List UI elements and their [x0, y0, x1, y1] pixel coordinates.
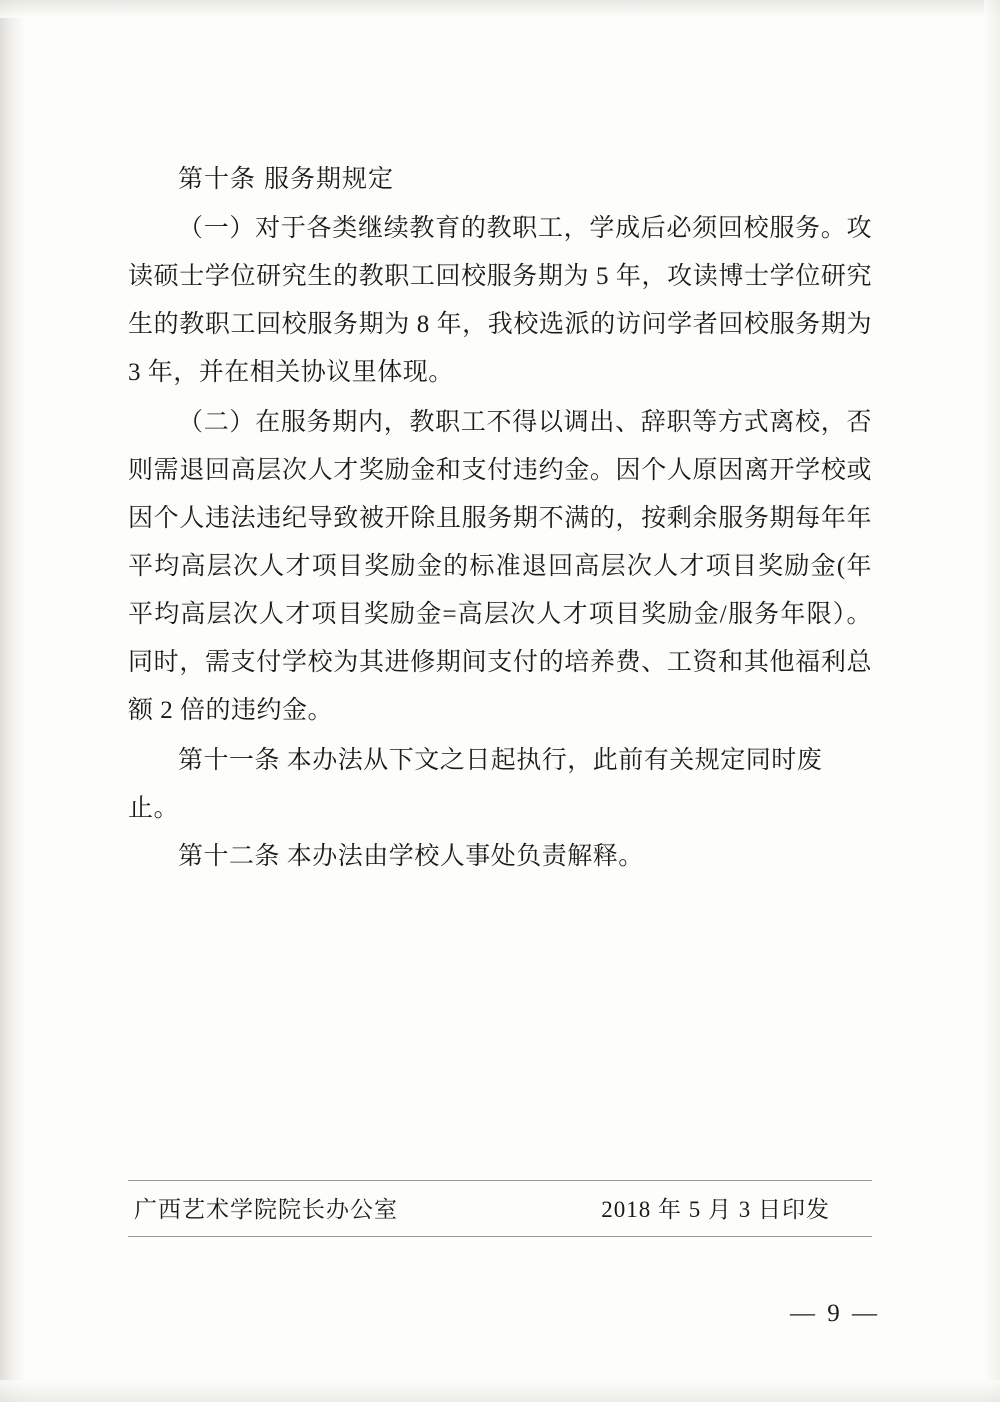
footer-row — [128, 1181, 872, 1236]
document-footer — [128, 1180, 872, 1237]
scan-edge-right — [984, 0, 1000, 1402]
document-body — [128, 160, 872, 881]
footer-issue-date: 2018 年 5 月 3 日印发 — [601, 1197, 830, 1222]
clause-eleven: 第十一条 本办法从下文之日起执行，此前有关规定同时废止。 — [128, 746, 823, 822]
scan-edge-bottom — [0, 1380, 1000, 1402]
paragraph-item-2: （二）在服务期内，教职工不得以调出、辞职等方式离校，否则需退回高层次人才奖励金和支付违约金。因个人原因离开学校或因个人违法违纪导致被开除且服务期不满的，按剩余服务期每年年平均高层次人才项目奖励金的标准退回高层次人才项目奖励金(年平均高层次人才项目奖励金=高层次人才项目奖励金/服务年限）。同时，需支付学校为其进修期间支付的培养费、工资和其他福利总额 2 倍的违约金。 — [128, 408, 872, 724]
scan-edge-left — [0, 0, 26, 1402]
section-heading: 第十条 服务期规定 — [178, 165, 394, 193]
scan-edge-top — [0, 0, 1000, 18]
paragraph-item-1: （一）对于各类继续教育的教职工，学成后必须回校服务。攻读硕士学位研究生的教职工回校服务期为 5 年，攻读博士学位研究生的教职工回校服务期为 8 年，我校选派的访问学者回校服务期为 3 年，并在相关协议里体现。 — [128, 214, 872, 386]
footer-divider-bottom — [128, 1236, 872, 1237]
footer-issuer: 广西艺术学院院长办公室 — [134, 1196, 398, 1222]
clause-twelve: 第十二条 本办法由学校人事处负责解释。 — [178, 842, 644, 870]
page-number: — 9 — — [790, 1300, 880, 1327]
